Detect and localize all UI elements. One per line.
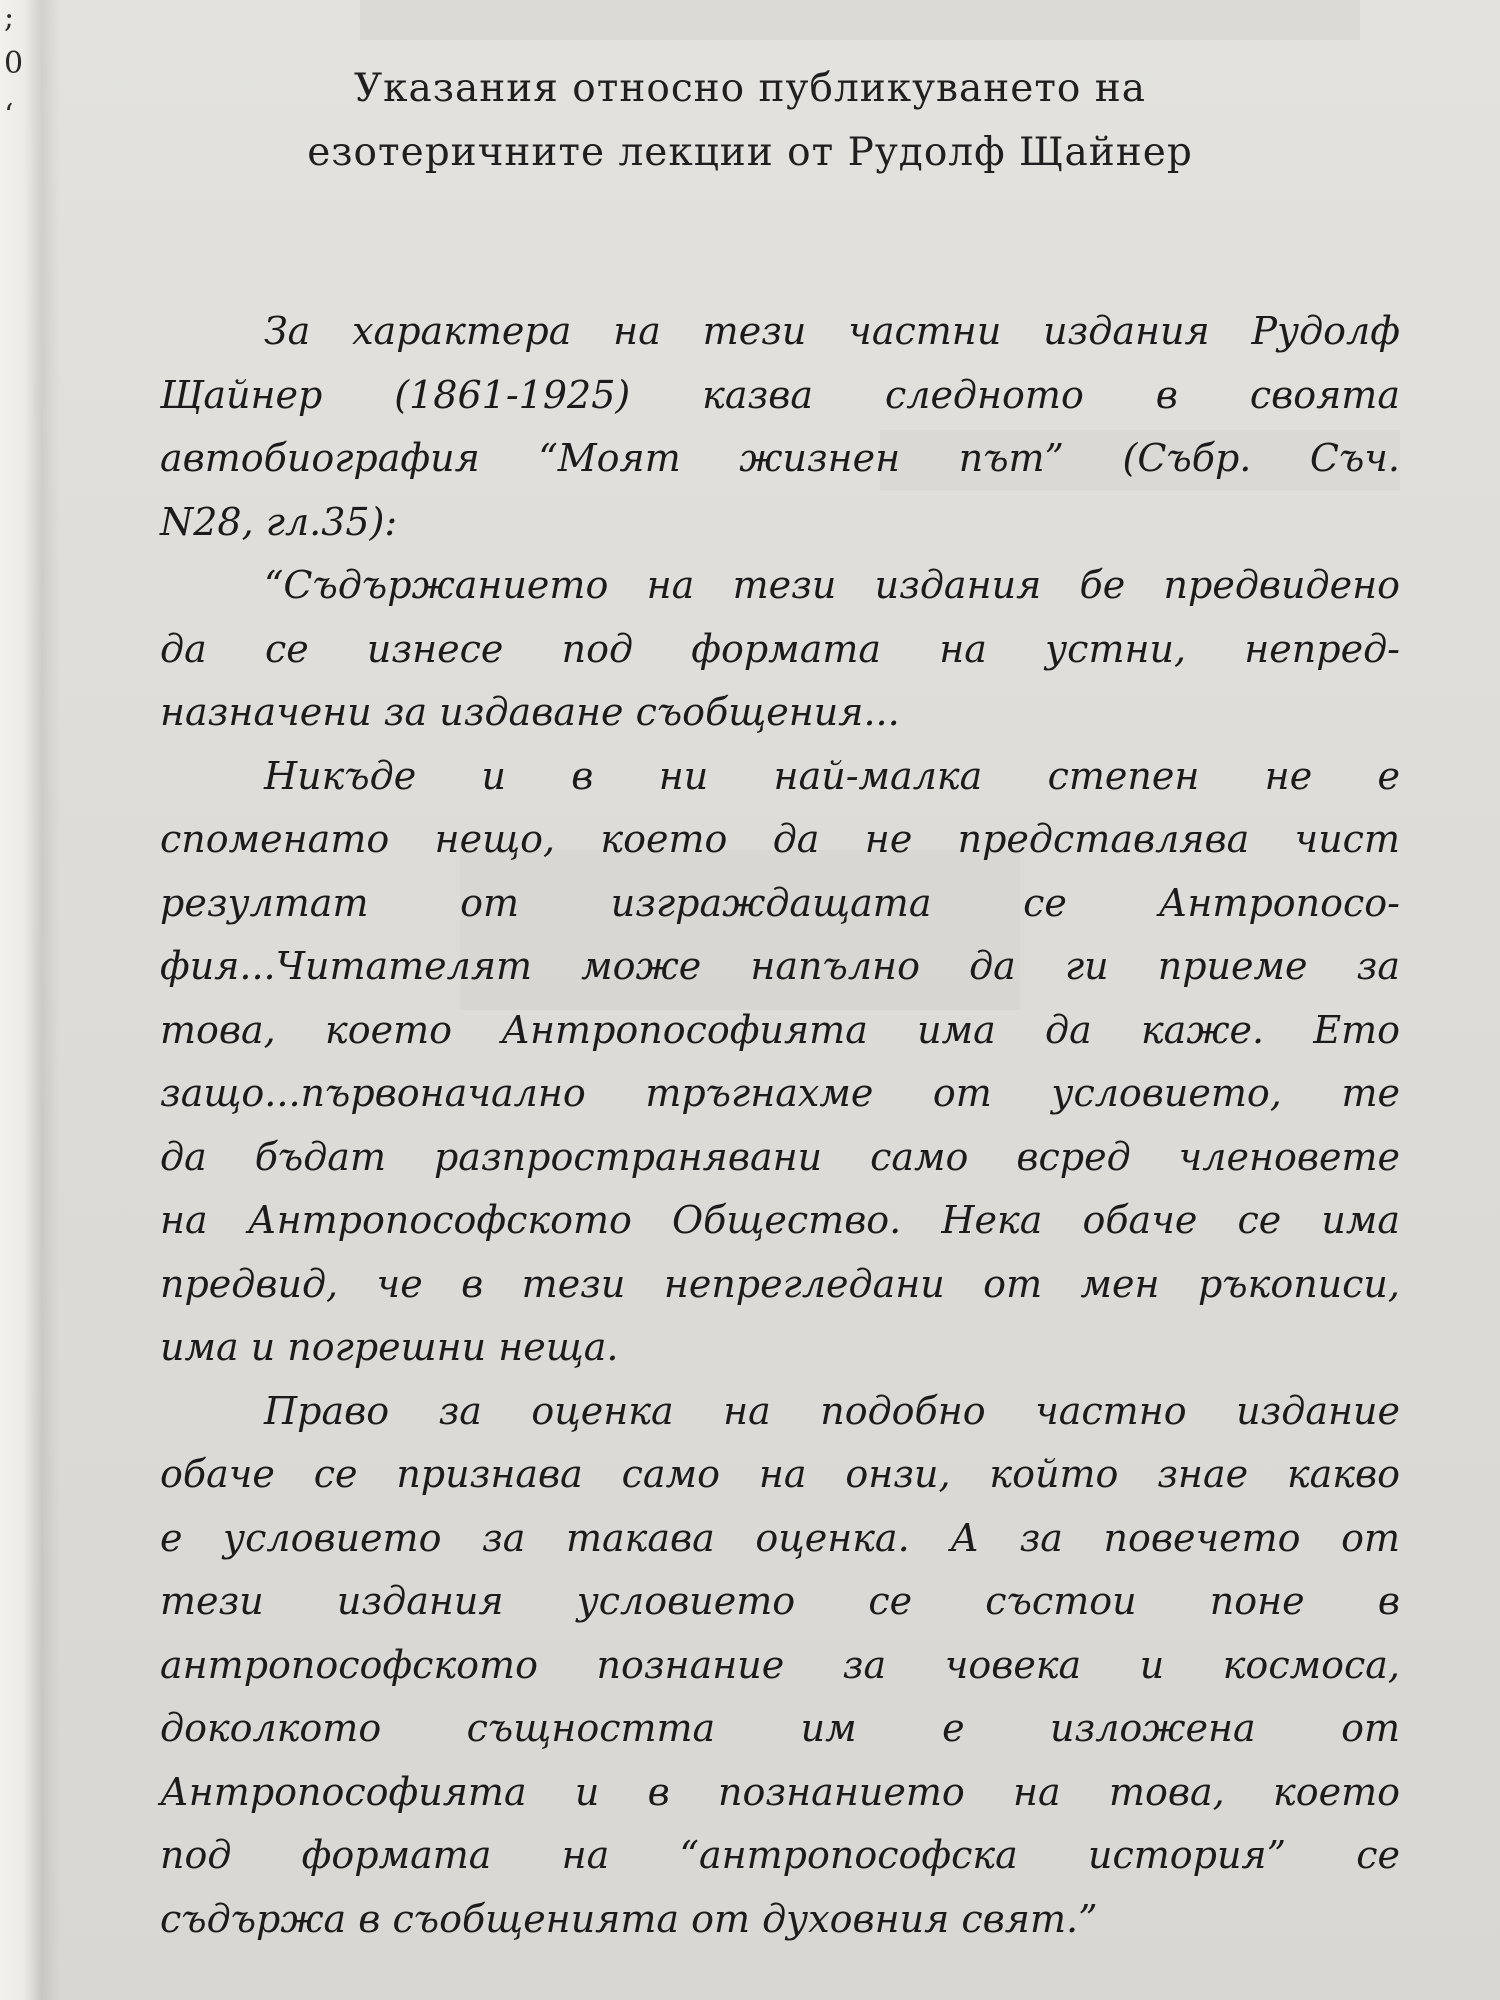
page-heading-line-2: езотеричните лекции от Рудолф Щайнер [307, 130, 1193, 175]
text-line: Никъде и в ни най-малка степен не е [264, 753, 1400, 798]
margin-mark: ; [4, 0, 15, 35]
paragraph-intro [160, 300, 1400, 554]
text-line: За характера на тези частни издания Рудолф [264, 309, 1400, 353]
text-line: антропософското познание за човека и космоса, [160, 1642, 1400, 1687]
paragraph-quote-2 [160, 745, 1400, 1380]
text-line: доколкото същността им е изложена от [160, 1706, 1400, 1750]
margin-mark: 0 [4, 46, 24, 81]
paragraph-quote-3 [160, 1380, 1400, 1952]
body-text [160, 300, 1400, 1951]
text-line: това, което Антропософията има да каже. Ето [160, 1007, 1400, 1052]
text-line: “Съдържанието на тези издания бе предвидено [264, 563, 1400, 607]
text-line: резултат от изграждащата се Антропосо- [160, 880, 1400, 925]
text-line: Право за оценка на подобно частно издание [264, 1388, 1400, 1433]
text-line: да се изнесе под формата на устни, непред- [160, 626, 1400, 671]
text-line: обаче се признава само на онзи, който знае какво [160, 1452, 1400, 1496]
margin-mark: ʻ [4, 98, 14, 133]
paragraph-quote-1 [160, 554, 1400, 745]
text-line: N28, гл.35): [160, 499, 398, 544]
text-line: под формата на “антропософска история” се [160, 1833, 1400, 1877]
text-line: споменато нещо, което да не представлява чист [160, 817, 1400, 861]
text-line: има и погрешни неща. [160, 1325, 619, 1369]
text-line: да бъдат разпространявани само всред членовете [160, 1134, 1400, 1179]
text-line: съдържа в съобщенията от духовния свят.” [160, 1896, 1098, 1941]
text-line: предвид, че в тези непрегледани от мен ръкописи, [160, 1261, 1400, 1306]
text-line: тези издания условието се състои поне в [160, 1579, 1400, 1623]
page-heading-line-1: Указания относно публикуването на [353, 66, 1147, 111]
text-line: Антропософията и в познанието на това, което [160, 1769, 1400, 1814]
text-line: на Антропософското Общество. Нека обаче се има [160, 1198, 1400, 1242]
text-line: фия...Читателят може напълно да ги приеме за [160, 944, 1400, 988]
text-line: назначени за издаване съобщения... [160, 690, 900, 734]
facing-page-edge [0, 0, 60, 2000]
text-line: автобиография “Моят жизнен път” (Събр. Съч. [160, 436, 1400, 480]
text-line: е условието за такава оценка. А за повечето от [160, 1515, 1400, 1560]
text-line: Щайнер (1861-1925) казва следното в своята [160, 372, 1400, 417]
show-through-shadow [360, 0, 1360, 40]
text-line: защо...първоначално тръгнахме от условието, те [160, 1071, 1400, 1115]
